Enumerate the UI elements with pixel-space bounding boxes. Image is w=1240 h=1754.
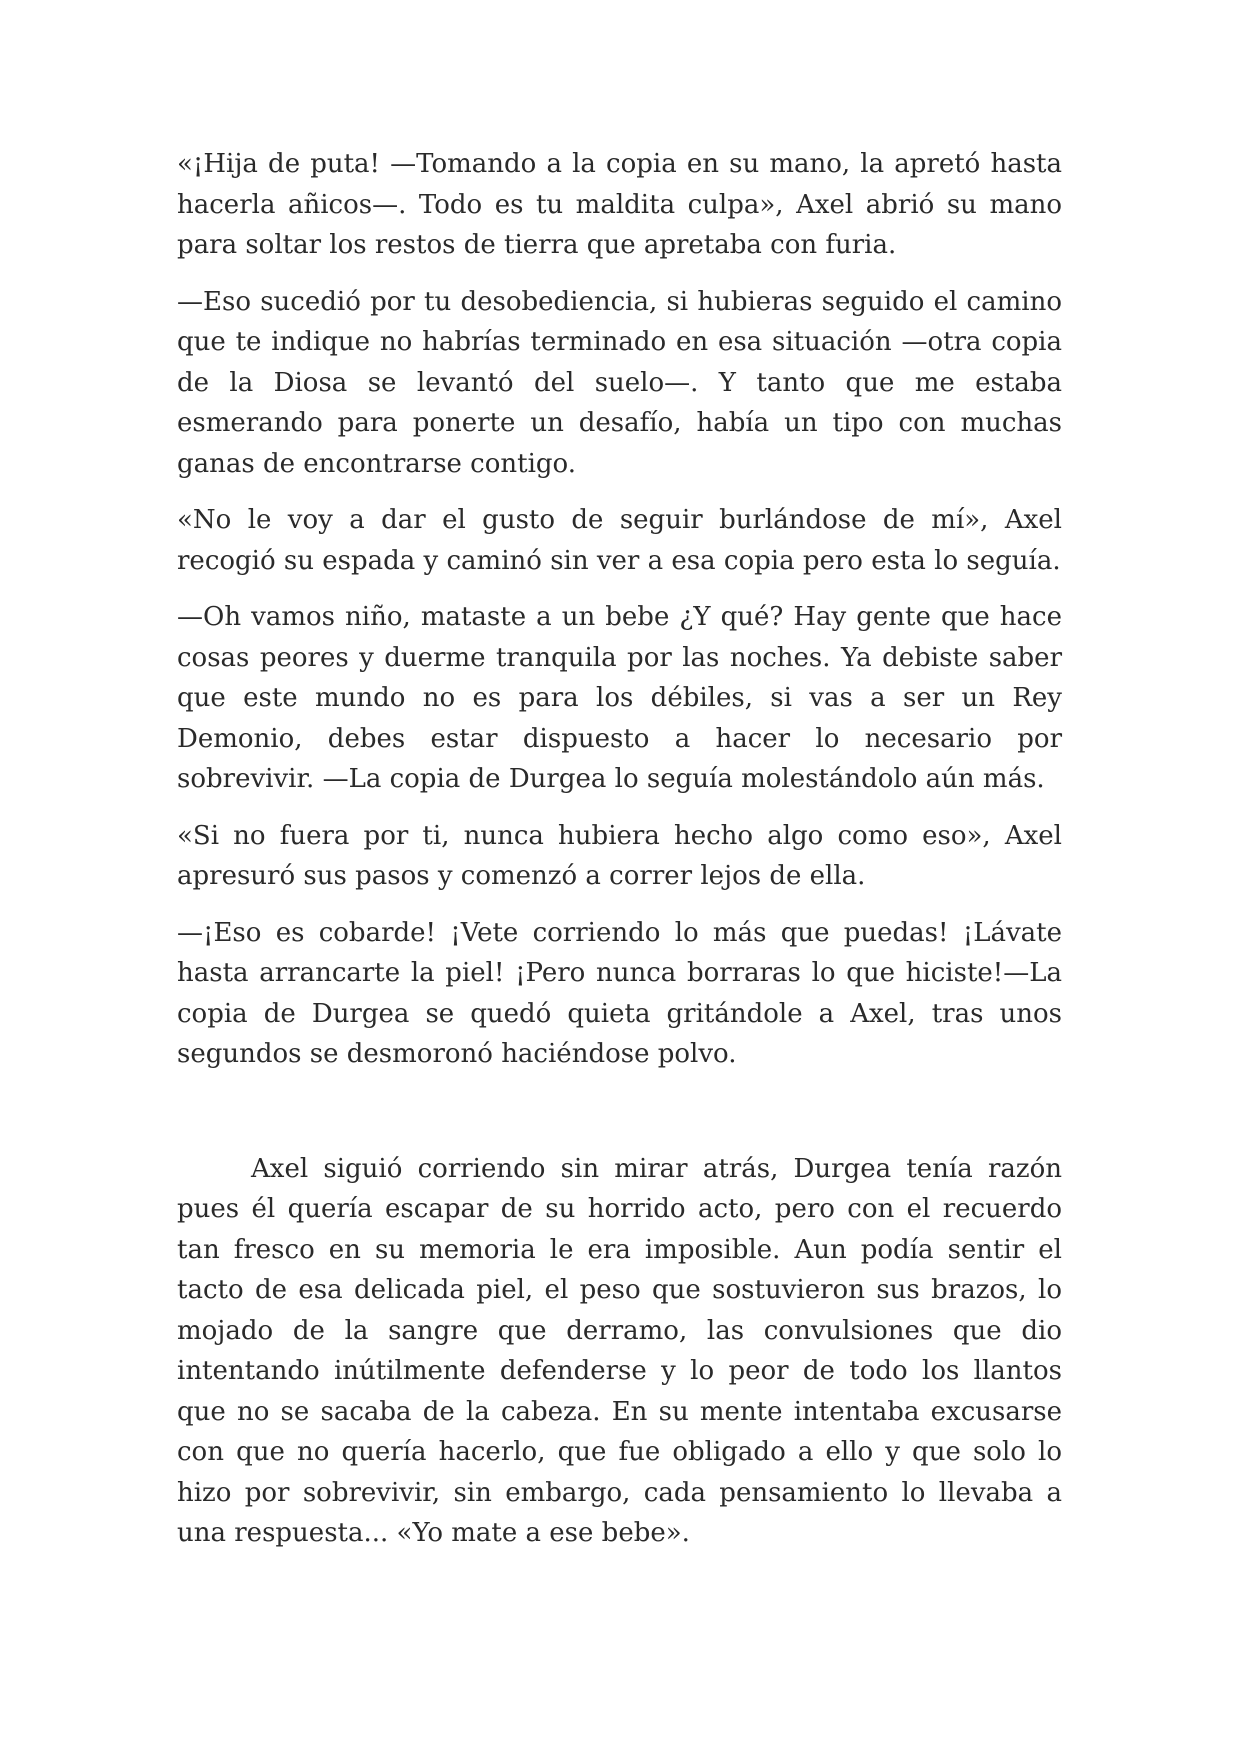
body-text: [177, 144, 1062, 1570]
paragraph-3: «No le voy a dar el gusto de seguir burlándose de mí», Axel recogió su espada y caminó sin ver a esa copia pero esta lo seguía.: [177, 505, 1062, 576]
paragraph-4: —Oh vamos niño, mataste a un bebe ¿Y qué? Hay gente que hace cosas peores y duerme tranquila por las noches. Ya debiste saber que este mundo no es para los débiles, si vas a ser un Rey Demonio, debes estar dispuesto a hacer lo necesario por sobrevivir. —La copia de Durgea lo seguía molestándolo aún más.: [177, 602, 1062, 794]
paragraph-1: «¡Hija de puta! —Tomando a la copia en su mano, la apretó hasta hacerla añicos—. Todo es tu maldita culpa», Axel abrió su mano para soltar los restos de tierra que apretaba con furia.: [177, 149, 1062, 260]
paragraph-2: —Eso sucedió por tu desobediencia, si hubieras seguido el camino que te indique no habrías terminado en esa situación —otra copia de la Diosa se levantó del suelo—. Y tanto que me estaba esmerando para ponerte un desafío, había un tipo con muchas ganas de encontrarse contigo.: [177, 286, 1062, 479]
paragraph-5: «Si no fuera por ti, nunca hubiera hecho algo como eso», Axel apresuró sus pasos y comenzó a correr lejos de ella.: [177, 820, 1062, 891]
paragraph-7: Axel siguió corriendo sin mirar atrás, Durgea tenía razón pues él quería escapar de su horrido acto, pero con el recuerdo tan fresco en su memoria le era imposible. Aun podía sentir el tacto de esa delicada piel, el peso que sostuvieron sus brazos, lo mojado de la sangre que derramo, las convulsiones que dio intentando inútilmente defenderse y lo peor de todo los llantos que no se sacaba de la cabeza. En su mente intentaba excusarse con que no quería hacerlo, que fue obligado a ello y que solo lo hizo por sobrevivir, sin embargo, cada pensamiento lo llevaba a una respuesta... «Yo mate a ese bebe».: [177, 1153, 1062, 1548]
paragraph-6: —¡Eso es cobarde! ¡Vete corriendo lo más que puedas! ¡Lávate hasta arrancarte la piel! ¡Pero nunca borraras lo que hiciste!—La copia de Durgea se quedó quieta gritándole a Axel, tras unos segundos se desmoronó haciéndose polvo.: [177, 917, 1062, 1069]
